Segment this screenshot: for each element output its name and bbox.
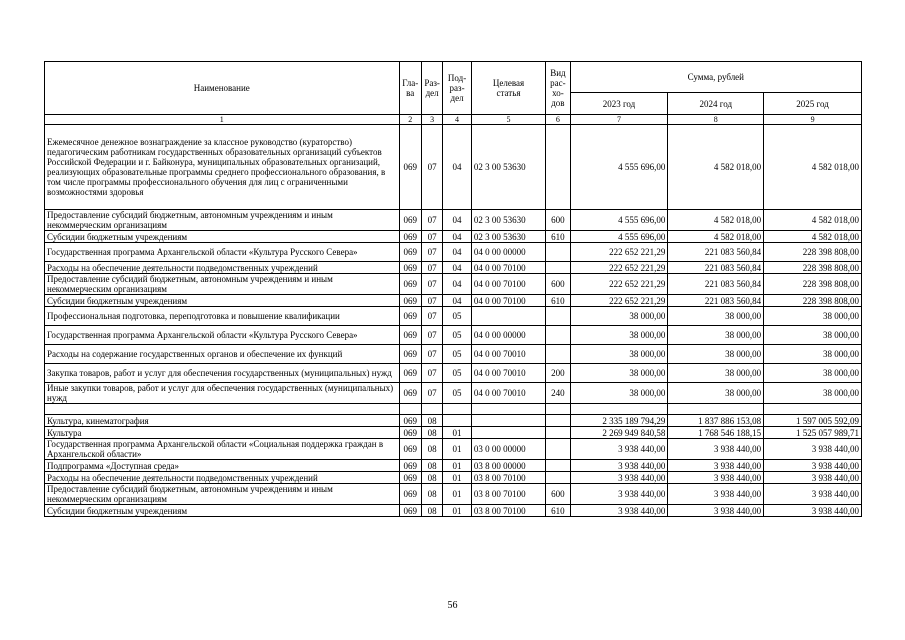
row-expense-type-cell — [546, 427, 570, 439]
header-year-2024: 2024 год — [668, 93, 764, 115]
row-glava-cell: 069 — [399, 307, 421, 326]
row-amount-2024-cell: 3 938 440,00 — [668, 505, 764, 517]
table-row — [45, 274, 862, 295]
row-amount-2025-cell: 4 582 018,00 — [764, 125, 862, 210]
row-amount-2024-cell: 38 000,00 — [668, 383, 764, 404]
row-target-article-cell — [471, 427, 545, 439]
row-razdel-cell: 08 — [421, 427, 442, 439]
table-row — [45, 484, 862, 505]
row-expense-type-cell: 200 — [546, 364, 570, 383]
row-podrazdel-cell: 04 — [443, 125, 472, 210]
row-expense-type-cell — [546, 439, 570, 460]
table-row — [45, 427, 862, 439]
row-glava-cell: 069 — [399, 439, 421, 460]
row-expense-type-cell: 600 — [546, 210, 570, 231]
row-amount-2023-cell: 222 652 221,29 — [570, 262, 668, 274]
row-expense-type-cell: 600 — [546, 484, 570, 505]
row-amount-2024-cell: 221 083 560,84 — [668, 295, 764, 307]
row-podrazdel-cell: 05 — [443, 307, 472, 326]
row-target-article-cell: 04 0 00 00000 — [471, 243, 545, 262]
row-razdel-cell: 07 — [421, 125, 442, 210]
row-name-cell: Культура, кинематография — [45, 415, 400, 427]
row-expense-type-cell — [546, 472, 570, 484]
row-amount-2023-cell: 222 652 221,29 — [570, 274, 668, 295]
row-name-cell: Субсидии бюджетным учреждениям — [45, 505, 400, 517]
row-name-cell: Государственная программа Архангельской области «Культура Русского Севера» — [45, 243, 400, 262]
row-amount-2023-cell: 2 269 949 840,58 — [570, 427, 668, 439]
row-glava-cell: 069 — [399, 427, 421, 439]
row-target-article-cell: 04 0 00 70100 — [471, 295, 545, 307]
row-amount-2025-cell: 228 398 808,00 — [764, 274, 862, 295]
row-glava-cell: 069 — [399, 231, 421, 243]
row-target-article-cell: 03 8 00 70100 — [471, 505, 545, 517]
row-podrazdel-cell: 01 — [443, 460, 472, 472]
row-amount-2023-cell: 38 000,00 — [570, 326, 668, 345]
row-name-cell: Культура — [45, 427, 400, 439]
row-amount-2024-cell: 4 582 018,00 — [668, 125, 764, 210]
row-amount-2024-cell: 3 938 440,00 — [668, 439, 764, 460]
table-row — [45, 307, 862, 326]
row-expense-type-cell — [546, 262, 570, 274]
row-podrazdel-cell: 05 — [443, 345, 472, 364]
table-row — [45, 295, 862, 307]
row-expense-type-cell — [546, 307, 570, 326]
row-amount-2025-cell: 3 938 440,00 — [764, 472, 862, 484]
row-podrazdel-cell: 05 — [443, 364, 472, 383]
row-amount-2023-cell: 3 938 440,00 — [570, 460, 668, 472]
row-amount-2025-cell: 228 398 808,00 — [764, 243, 862, 262]
row-podrazdel-cell: 01 — [443, 472, 472, 484]
row-amount-2025-cell: 4 582 018,00 — [764, 231, 862, 243]
row-podrazdel-cell: 04 — [443, 262, 472, 274]
column-number: 6 — [546, 115, 570, 125]
table-row — [45, 210, 862, 231]
table-body — [45, 125, 862, 517]
row-amount-2025-cell: 38 000,00 — [764, 383, 862, 404]
row-target-article-cell: 02 3 00 53630 — [471, 125, 545, 210]
row-name-cell: Предоставление субсидий бюджетным, автономным учреждениям и иным некоммерческим организациям — [45, 484, 400, 505]
row-glava-cell: 069 — [399, 415, 421, 427]
row-name-cell: Предоставление субсидий бюджетным, автономным учреждениям и иным некоммерческим организациям — [45, 210, 400, 231]
row-razdel-cell: 07 — [421, 295, 442, 307]
row-name-cell: Профессиональная подготовка, переподготовка и повышение квалификации — [45, 307, 400, 326]
row-amount-2024-cell: 221 083 560,84 — [668, 274, 764, 295]
column-number: 8 — [668, 115, 764, 125]
row-razdel-cell: 07 — [421, 307, 442, 326]
row-name-cell: Иные закупки товаров, работ и услуг для обеспечения государственных (муниципальных) нужд — [45, 383, 400, 404]
row-name-cell: Субсидии бюджетным учреждениям — [45, 231, 400, 243]
row-expense-type-cell: 240 — [546, 383, 570, 404]
table-row — [45, 345, 862, 364]
row-amount-2024-cell: 221 083 560,84 — [668, 243, 764, 262]
row-expense-type-cell: 610 — [546, 231, 570, 243]
row-amount-2025-cell: 38 000,00 — [764, 364, 862, 383]
row-amount-2023-cell: 3 938 440,00 — [570, 472, 668, 484]
row-target-article-cell: 02 3 00 53630 — [471, 210, 545, 231]
row-glava-cell: 069 — [399, 210, 421, 231]
row-podrazdel-cell: 01 — [443, 439, 472, 460]
header-razdel: Раз- дел — [421, 62, 442, 115]
row-amount-2024-cell: 4 582 018,00 — [668, 210, 764, 231]
row-razdel-cell: 07 — [421, 231, 442, 243]
row-amount-2024-cell: 38 000,00 — [668, 307, 764, 326]
row-glava-cell: 069 — [399, 460, 421, 472]
row-name-cell: Расходы на обеспечение деятельности подведомственных учреждений — [45, 472, 400, 484]
row-expense-type-cell — [546, 415, 570, 427]
row-amount-2024-cell: 1 837 886 153,08 — [668, 415, 764, 427]
row-amount-2025-cell: 3 938 440,00 — [764, 484, 862, 505]
row-amount-2024-cell: 3 938 440,00 — [668, 472, 764, 484]
row-expense-type-cell — [546, 243, 570, 262]
row-target-article-cell: 04 0 00 70010 — [471, 364, 545, 383]
row-glava-cell: 069 — [399, 295, 421, 307]
row-razdel-cell: 07 — [421, 262, 442, 274]
row-glava-cell — [399, 404, 421, 415]
row-razdel-cell: 07 — [421, 326, 442, 345]
row-target-article-cell: 04 0 00 00000 — [471, 326, 545, 345]
table-row — [45, 439, 862, 460]
row-glava-cell: 069 — [399, 243, 421, 262]
row-amount-2025-cell: 228 398 808,00 — [764, 295, 862, 307]
row-target-article-cell: 03 0 00 00000 — [471, 439, 545, 460]
row-razdel-cell — [421, 404, 442, 415]
row-amount-2025-cell: 1 525 057 989,71 — [764, 427, 862, 439]
column-number: 3 — [421, 115, 442, 125]
row-podrazdel-cell: 05 — [443, 383, 472, 404]
row-glava-cell: 069 — [399, 345, 421, 364]
table-row — [45, 472, 862, 484]
column-number: 2 — [399, 115, 421, 125]
table-row — [45, 505, 862, 517]
table-row — [45, 125, 862, 210]
row-amount-2023-cell: 4 555 696,00 — [570, 231, 668, 243]
header-expense-type: Вид рас- хо- дов — [546, 62, 570, 115]
row-amount-2023-cell: 38 000,00 — [570, 345, 668, 364]
row-podrazdel-cell — [443, 415, 472, 427]
row-amount-2023-cell: 3 938 440,00 — [570, 439, 668, 460]
row-target-article-cell: 03 8 00 00000 — [471, 460, 545, 472]
header-name: Наименование — [45, 62, 400, 115]
row-expense-type-cell: 610 — [546, 505, 570, 517]
row-razdel-cell: 07 — [421, 243, 442, 262]
row-amount-2025-cell: 4 582 018,00 — [764, 210, 862, 231]
row-podrazdel-cell: 04 — [443, 231, 472, 243]
row-target-article-cell: 04 0 00 70010 — [471, 345, 545, 364]
row-amount-2024-cell: 38 000,00 — [668, 345, 764, 364]
row-target-article-cell — [471, 307, 545, 326]
table-row — [45, 404, 862, 415]
row-glava-cell: 069 — [399, 326, 421, 345]
row-glava-cell: 069 — [399, 364, 421, 383]
header-year-2023: 2023 год — [570, 93, 668, 115]
row-expense-type-cell — [546, 404, 570, 415]
row-target-article-cell: 04 0 00 70100 — [471, 262, 545, 274]
row-amount-2023-cell: 4 555 696,00 — [570, 210, 668, 231]
row-razdel-cell: 08 — [421, 460, 442, 472]
page-number: 56 — [447, 600, 458, 611]
header-target-article: Целевая статья — [471, 62, 545, 115]
row-amount-2023-cell: 4 555 696,00 — [570, 125, 668, 210]
row-razdel-cell: 08 — [421, 415, 442, 427]
row-amount-2024-cell: 3 938 440,00 — [668, 460, 764, 472]
row-amount-2024-cell: 221 083 560,84 — [668, 262, 764, 274]
table-row — [45, 262, 862, 274]
column-number-row — [45, 115, 862, 125]
row-razdel-cell: 07 — [421, 364, 442, 383]
row-amount-2025-cell: 3 938 440,00 — [764, 460, 862, 472]
budget-table — [44, 61, 862, 517]
row-target-article-cell: 04 0 00 70010 — [471, 383, 545, 404]
row-name-cell: Закупка товаров, работ и услуг для обеспечения государственных (муниципальных) нужд — [45, 364, 400, 383]
row-amount-2023-cell — [570, 404, 668, 415]
row-amount-2024-cell: 38 000,00 — [668, 364, 764, 383]
row-name-cell: Подпрограмма «Доступная среда» — [45, 460, 400, 472]
table-row — [45, 415, 862, 427]
row-amount-2025-cell — [764, 404, 862, 415]
header-sum: Сумма, рублей — [570, 62, 861, 93]
row-amount-2024-cell: 1 768 546 188,15 — [668, 427, 764, 439]
row-razdel-cell: 07 — [421, 383, 442, 404]
row-amount-2023-cell: 38 000,00 — [570, 364, 668, 383]
row-razdel-cell: 07 — [421, 345, 442, 364]
row-glava-cell: 069 — [399, 472, 421, 484]
row-expense-type-cell — [546, 460, 570, 472]
row-name-cell: Расходы на обеспечение деятельности подведомственных учреждений — [45, 262, 400, 274]
row-amount-2023-cell: 38 000,00 — [570, 307, 668, 326]
row-glava-cell: 069 — [399, 274, 421, 295]
row-amount-2023-cell: 2 335 189 794,29 — [570, 415, 668, 427]
row-expense-type-cell — [546, 125, 570, 210]
row-amount-2023-cell: 38 000,00 — [570, 383, 668, 404]
row-glava-cell: 069 — [399, 484, 421, 505]
table-row — [45, 231, 862, 243]
row-amount-2024-cell: 4 582 018,00 — [668, 231, 764, 243]
row-name-cell: Предоставление субсидий бюджетным, автономным учреждениям и иным некоммерческим организациям — [45, 274, 400, 295]
row-name-cell: Государственная программа Архангельской области «Социальная поддержка граждан в Архангельской области» — [45, 439, 400, 460]
table-row — [45, 243, 862, 262]
column-number: 9 — [764, 115, 862, 125]
row-podrazdel-cell: 01 — [443, 484, 472, 505]
row-podrazdel-cell — [443, 404, 472, 415]
row-amount-2024-cell — [668, 404, 764, 415]
row-amount-2024-cell: 38 000,00 — [668, 326, 764, 345]
row-name-cell: Государственная программа Архангельской области «Культура Русского Севера» — [45, 326, 400, 345]
row-podrazdel-cell: 04 — [443, 274, 472, 295]
row-expense-type-cell: 600 — [546, 274, 570, 295]
row-target-article-cell: 02 3 00 53630 — [471, 231, 545, 243]
column-number: 5 — [471, 115, 545, 125]
table-row — [45, 364, 862, 383]
row-glava-cell: 069 — [399, 125, 421, 210]
row-target-article-cell — [471, 415, 545, 427]
row-amount-2025-cell: 3 938 440,00 — [764, 439, 862, 460]
row-glava-cell: 069 — [399, 383, 421, 404]
row-amount-2024-cell: 3 938 440,00 — [668, 484, 764, 505]
header-podrazdel: Под- раз- дел — [443, 62, 472, 115]
row-podrazdel-cell: 04 — [443, 210, 472, 231]
row-target-article-cell: 03 8 00 70100 — [471, 472, 545, 484]
header-year-2025: 2025 год — [764, 93, 862, 115]
column-number: 7 — [570, 115, 668, 125]
row-razdel-cell: 08 — [421, 484, 442, 505]
row-podrazdel-cell: 05 — [443, 326, 472, 345]
row-name-cell: Расходы на содержание государственных органов и обеспечение их функций — [45, 345, 400, 364]
row-podrazdel-cell: 01 — [443, 427, 472, 439]
table-row — [45, 383, 862, 404]
column-number: 1 — [45, 115, 400, 125]
row-amount-2025-cell: 38 000,00 — [764, 307, 862, 326]
row-target-article-cell: 03 8 00 70100 — [471, 484, 545, 505]
row-name-cell: Ежемесячное денежное вознаграждение за классное руководство (кураторство) педагогическим работникам государственных образовательных организаций субъектов Российской Федерации и г. Байконура, муниципальных образовательных организаций, реализующих образовательные программы среднего профессионального образования, в том числе программы профессионального обучения для лиц с ограниченными возможностями здоровья — [45, 125, 400, 210]
table-row — [45, 460, 862, 472]
row-glava-cell: 069 — [399, 505, 421, 517]
row-razdel-cell: 08 — [421, 472, 442, 484]
row-expense-type-cell — [546, 326, 570, 345]
row-amount-2025-cell: 38 000,00 — [764, 326, 862, 345]
row-glava-cell: 069 — [399, 262, 421, 274]
row-razdel-cell: 08 — [421, 439, 442, 460]
row-podrazdel-cell: 04 — [443, 295, 472, 307]
row-target-article-cell: 04 0 00 70100 — [471, 274, 545, 295]
column-number: 4 — [443, 115, 472, 125]
header-glava: Гла- ва — [399, 62, 421, 115]
row-razdel-cell: 07 — [421, 210, 442, 231]
row-amount-2025-cell: 1 597 005 592,09 — [764, 415, 862, 427]
row-razdel-cell: 08 — [421, 505, 442, 517]
row-podrazdel-cell: 04 — [443, 243, 472, 262]
row-target-article-cell — [471, 404, 545, 415]
table-row — [45, 326, 862, 345]
row-expense-type-cell — [546, 345, 570, 364]
row-name-cell: Субсидии бюджетным учреждениям — [45, 295, 400, 307]
row-amount-2023-cell: 3 938 440,00 — [570, 484, 668, 505]
row-expense-type-cell: 610 — [546, 295, 570, 307]
row-amount-2023-cell: 222 652 221,29 — [570, 243, 668, 262]
row-amount-2023-cell: 3 938 440,00 — [570, 505, 668, 517]
row-razdel-cell: 07 — [421, 274, 442, 295]
row-amount-2023-cell: 222 652 221,29 — [570, 295, 668, 307]
row-name-cell — [45, 404, 400, 415]
row-amount-2025-cell: 228 398 808,00 — [764, 262, 862, 274]
row-amount-2025-cell: 38 000,00 — [764, 345, 862, 364]
row-amount-2025-cell: 3 938 440,00 — [764, 505, 862, 517]
row-podrazdel-cell: 01 — [443, 505, 472, 517]
